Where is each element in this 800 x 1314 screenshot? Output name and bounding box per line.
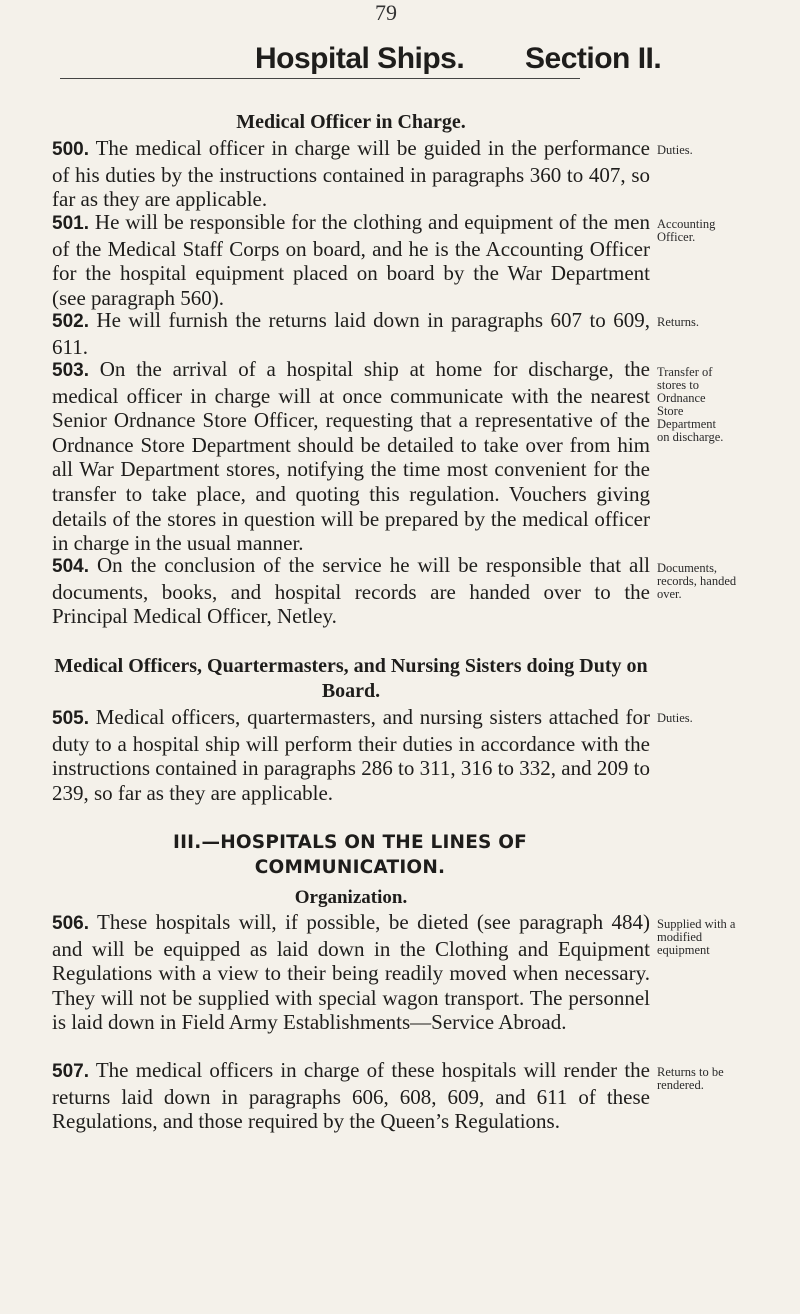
header-rule (60, 78, 580, 79)
margin-note: Transfer of stores to Ordnance Store Department on discharge. (657, 365, 724, 444)
paragraph-number: 507. (52, 1061, 89, 1082)
section-heading: Medical Officers, Quartermasters, and Nursing Sisters doing Duty on Board. (54, 655, 648, 702)
paragraph-text: Medical officers, quartermasters, and nursing sisters attached for duty to a hospital ship will perform their duties in accordance with the instructions contained in paragraphs 286 to 311, 316 to 332, and 209 to 239, so far as they are applicable. (52, 705, 650, 805)
running-header (0, 30, 800, 80)
subheading: Organization. (294, 887, 408, 908)
paragraph (52, 553, 650, 629)
paragraph (52, 136, 650, 212)
paragraph-text: He will furnish the returns laid down in paragraphs 607 to 609, 611. (52, 308, 650, 359)
paragraph (52, 308, 650, 359)
paragraph-text: The medical officer in charge will be guided in the performance of his duties by the instructions contained in paragraphs 360 to 407, so far as they are applicable. (52, 136, 650, 212)
paragraph (52, 210, 650, 310)
paragraph (52, 910, 650, 1035)
paragraph-number: 504. (52, 556, 89, 577)
paragraph-number: 506. (52, 913, 89, 934)
paragraph (52, 705, 650, 805)
margin-note: Documents, records, handed over. (657, 561, 737, 601)
margin-note: Supplied with a modified equipment (657, 917, 736, 957)
running-title: Hospital Ships. (255, 42, 465, 75)
paragraph-number: 500. (52, 139, 89, 160)
section-heading: Medical Officer in Charge. (236, 111, 466, 133)
page-number: 79 (375, 0, 397, 25)
paragraph (52, 1058, 650, 1134)
paragraph (52, 357, 650, 556)
paragraph-text: On the arrival of a hospital ship at home for discharge, the medical officer in charge will at once communicate with the nearest Senior Ordnance Store Officer, requesting that a representative of the Ordnance Store Department should be detailed to take over from him all War Department stores, notifying the time most convenient for the transfer to take place, and quoting this regulation. Vouchers giving details of the stores in question will be prepared by the medical officer in charge in the usual manner. (52, 357, 650, 556)
paragraph-text: These hospitals will, if possible, be dieted (see paragraph 484) and will be equipped as laid down in the Clothing and Equipment Regulations with a view to their being readily moved when necessary. They will not be supplied with special wagon transport. The personnel is laid down in Field Army Establishments—Service Abroad. (52, 910, 650, 1035)
section-label: Section II. (525, 42, 662, 75)
part-heading: III.—HOSPITALS ON THE LINES OF COMMUNICATION. (173, 832, 527, 878)
margin-note: Accounting Officer. (657, 217, 716, 244)
paragraph-text: He will be responsible for the clothing and equipment of the men of the Medical Staff Corps on board, and he is the Accounting Officer for the hospital equipment placed on board by the War Department (see paragraph 560). (52, 210, 650, 310)
margin-note: Returns. (657, 315, 700, 329)
margin-note: Duties. (657, 711, 693, 725)
paragraph-text: The medical officers in charge of these hospitals will render the returns laid down in paragraphs 606, 608, 609, and 611 of these Regulations, and those required by the Queen’s Regulations. (52, 1058, 650, 1134)
paragraph-text: On the conclusion of the service he will be responsible that all documents, books, and hospital records are handed over to the Principal Medical Officer, Netley. (52, 553, 651, 629)
paragraph-number: 501. (52, 213, 89, 234)
margin-note: Duties. (657, 143, 693, 157)
paragraph-number: 505. (52, 708, 89, 729)
paragraph-number: 503. (52, 360, 89, 381)
margin-note: Returns to be rendered. (657, 1065, 724, 1092)
paragraph-number: 502. (52, 311, 89, 332)
